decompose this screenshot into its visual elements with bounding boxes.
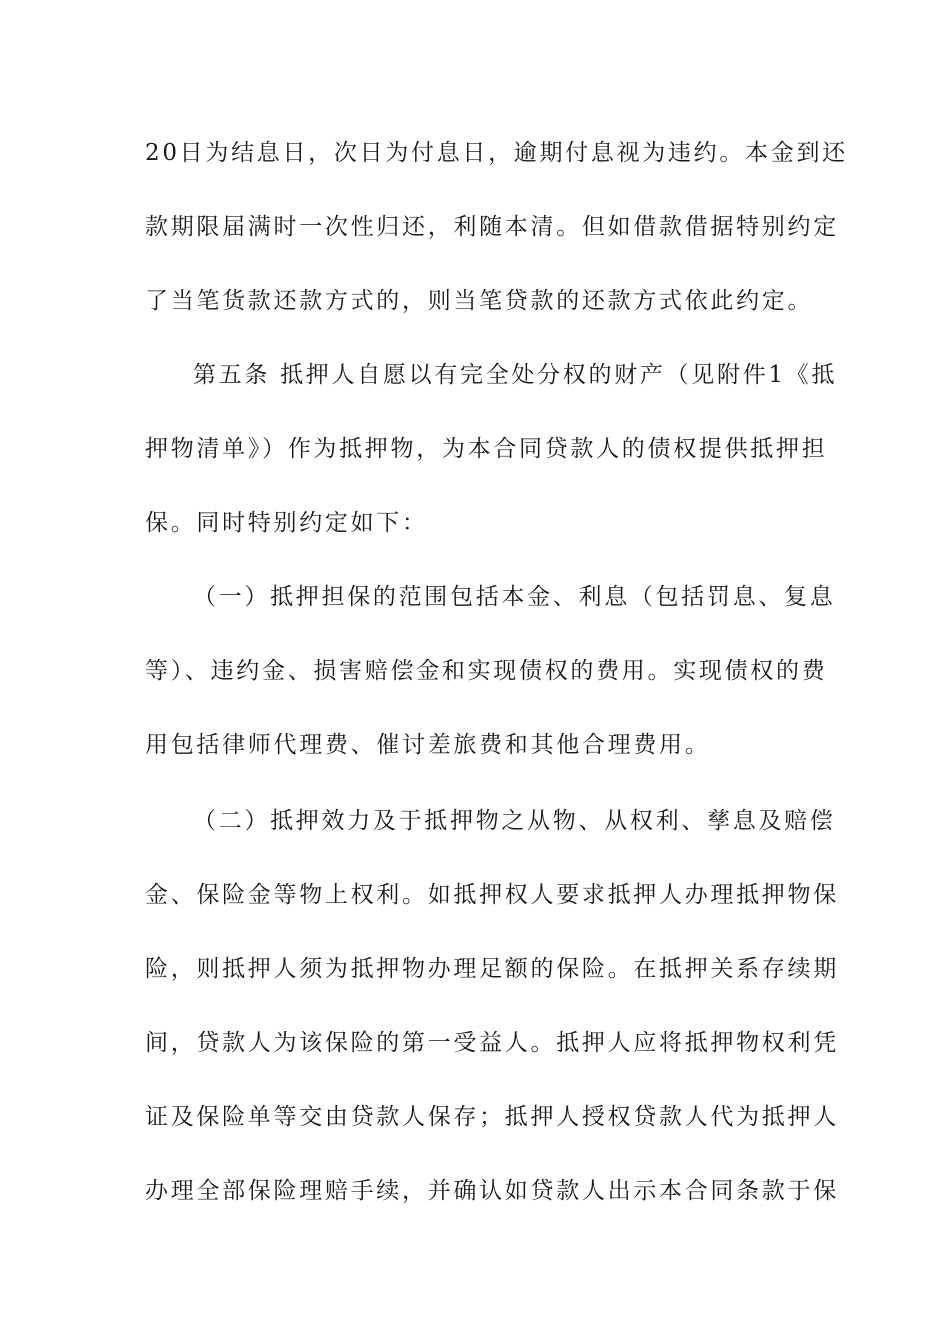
text-line: 证及保险单等交由贷款人保存；抵押人授权贷款人代为抵押人	[145, 1104, 839, 1130]
text-line: 等）、违约金、损害赔偿金和实现债权的费用。实现债权的费	[145, 658, 828, 684]
text-line: 押物清单》）作为抵押物，为本合同贷款人的债权提供抵押担	[145, 436, 828, 462]
text-line: 险，则抵押人须为抵押物办理足额的保险。在抵押关系存续期	[145, 956, 839, 982]
text-line: 款期限届满时一次性归还，利随本清。但如借款借据特别约定	[145, 214, 839, 240]
text-line: 了当笔货款还款方式的，则当笔贷款的还款方式依此约定。	[145, 288, 814, 314]
text-line: 间，贷款人为该保险的第一受益人。抵押人应将抵押物权利凭	[145, 1030, 839, 1056]
article-5-start: 第五条 抵押人自愿以有完全处分权的财产（见附件1《抵	[193, 362, 838, 388]
clause-1-start: （一）抵押担保的范围包括本金、利息（包括罚息、复息	[193, 584, 836, 610]
text-line: 办理全部保险理赔手续，并确认如贷款人出示本合同条款于保	[145, 1178, 839, 1204]
clause-2-start: （二）抵押效力及于抵押物之从物、从权利、孳息及赔偿	[193, 808, 836, 834]
text-line: 用包括律师代理费、催讨差旅费和其他合理费用。	[145, 732, 711, 758]
text-line: 保。同时特别约定如下：	[145, 510, 428, 536]
text-line: 金、保险金等物上权利。如抵押权人要求抵押人办理抵押物保	[145, 882, 839, 908]
text-line: 20日为结息日，次日为付息日，逾期付息视为违约。本金到还	[145, 140, 848, 166]
